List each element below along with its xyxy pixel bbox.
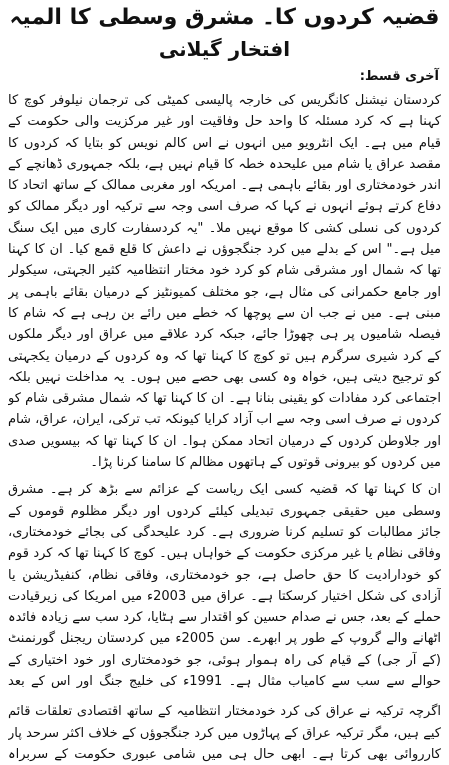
installment-label: آخری قسط: xyxy=(359,69,439,84)
author-name: افتخار گیلانی xyxy=(158,37,291,61)
paragraph: اگرچہ ترکیہ نے عراق کی کرد خودمختار انتظامیہ کے ساتھ اقتصادی تعلقات قائم کیے ہیں، مگر ترکیہ عراق کے پہاڑوں میں کرد جنگجوؤں کے خلاف اکثر سرحد پار کارروائی بھی کرتا ہے۔ ابھی حال ہی میں شامی عبوری حکومت کے سربراہ xyxy=(8,704,441,762)
paragraph: ان کا کہنا تھا کہ قضیہ کسی ایک ریاست کے عزائم سے بڑھ کر ہے۔ مشرق وسطی میں حقیقی جمہوری تبدیلی کیلئے کردوں اور دیگر مظلوم قوموں کے جائز مطالبات کو تسلیم کرنا ضروری ہے۔ کرد علیحدگی کی بجائے خودمختاری، وفاقی نظام یا غیر مرکزی حکومت کے خواہاں ہیں۔ کوچ کا کہنا تھا کہ کرد قوم کو خودارادیت کا حق حاصل ہے، جو خودمختاری، وفاقی نظام، کنفیڈریشن یا آزادی کی شکل اختیار کرسکتا ہے۔ عراق میں 2003ء میں امریکا کی زیرقیادت حملے کے بعد، جس نے صدام حسین کو اقتدار سے ہٹایا، کرد سب سے زیادہ فائدہ اٹھانے والے گروپ کے طور پر ابھرے۔ سن 2005ء میں کردستان ریجنل گورنمنٹ (کے آر جی) کے قیام کی راہ ہموار ہوئی، جو خودمختاری اور خود اختیاری کے حوالے سے سب سے کامیاب مثال ہے۔ 1991ء کی خلیج جنگ اور اس کے بعد xyxy=(8,482,441,690)
paragraph: کردستان نیشنل کانگریس کی خارجہ پالیسی کمیٹی کی ترجمان نیلوفر کوچ کا کہنا ہے کہ کرد مسئلہ کا واحد حل وفاقیت اور غیر مرکزیت والی حکومت کے قیام میں ہے۔ ایک انٹرویو میں انہوں نے اس کالم نویس کو بتایا کہ کردوں کا مقصد عراق یا شام میں علیحدہ خطہ کا قیام نہیں ہے، بلکہ جمہوری ڈھانچے کے اندر خودمختاری اور بقائے باہمی ہے۔ امریکہ اور مغربی ممالک کے ساتھ اتحاد کا دفاع کرتے ہوئے انہوں نے کہا کہ صرف اسی وجہ سے ترکیہ اور دیگر ممالک کو کردوں کی نسلی کشی کا موقع نہیں ملا۔ "یہ کردسفارت کاری میں ایک سنگ میل ہے۔" اس کے بدلے میں کرد جنگجوؤں نے داعش کا قلع قمع کیا۔ ان کا کہنا تھا کہ شمال اور مشرقی شام کو کرد خود مختار انتظامیہ کثیر الجہتی، سیکولر اور جامع حکمرانی کی مثال ہے، جو مختلف کمیونٹیز کے درمیان بقائے باہمی پر مبنی ہے۔ میں نے جب ان سے پوچھا کہ خطے میں رائے بن رہی ہے کہ شام کا فیصلہ شامیوں پر ہی چھوڑا جائے، جبکہ کرد علاقے میں عراق اور دیگر ملکوں کے کرد شیری سرگرم ہیں تو کوچ کا کہنا تھا کہ وہ کردوں کے درمیان یکجہتی کو ترجیح دیتی ہیں، خواہ وہ کسی بھی حصے میں ہوں۔ یہ مداخلت نہیں بلکہ اجتماعی کرد مفادات کو یقینی بنانا ہے۔ ان کا کہنا تھا کہ شمال مشرقی شام کو کردوں نے صرف اسی وجہ سے اب آزاد کرایا کیونکہ تب ترکی، ایران، عراق، شام اور جلاوطن کردوں کے درمیان اتحاد ممکن ہوا۔ ان کا کہنا تھا کہ بیسویں صدی میں کردوں کو بیرونی قوتوں کے ہاتھوں مظالم کا سامنا کرنا پڑا۔ xyxy=(8,93,441,471)
article-title: قضیہ کردوں کا۔ مشرق وسطی کا المیہ xyxy=(9,5,440,30)
